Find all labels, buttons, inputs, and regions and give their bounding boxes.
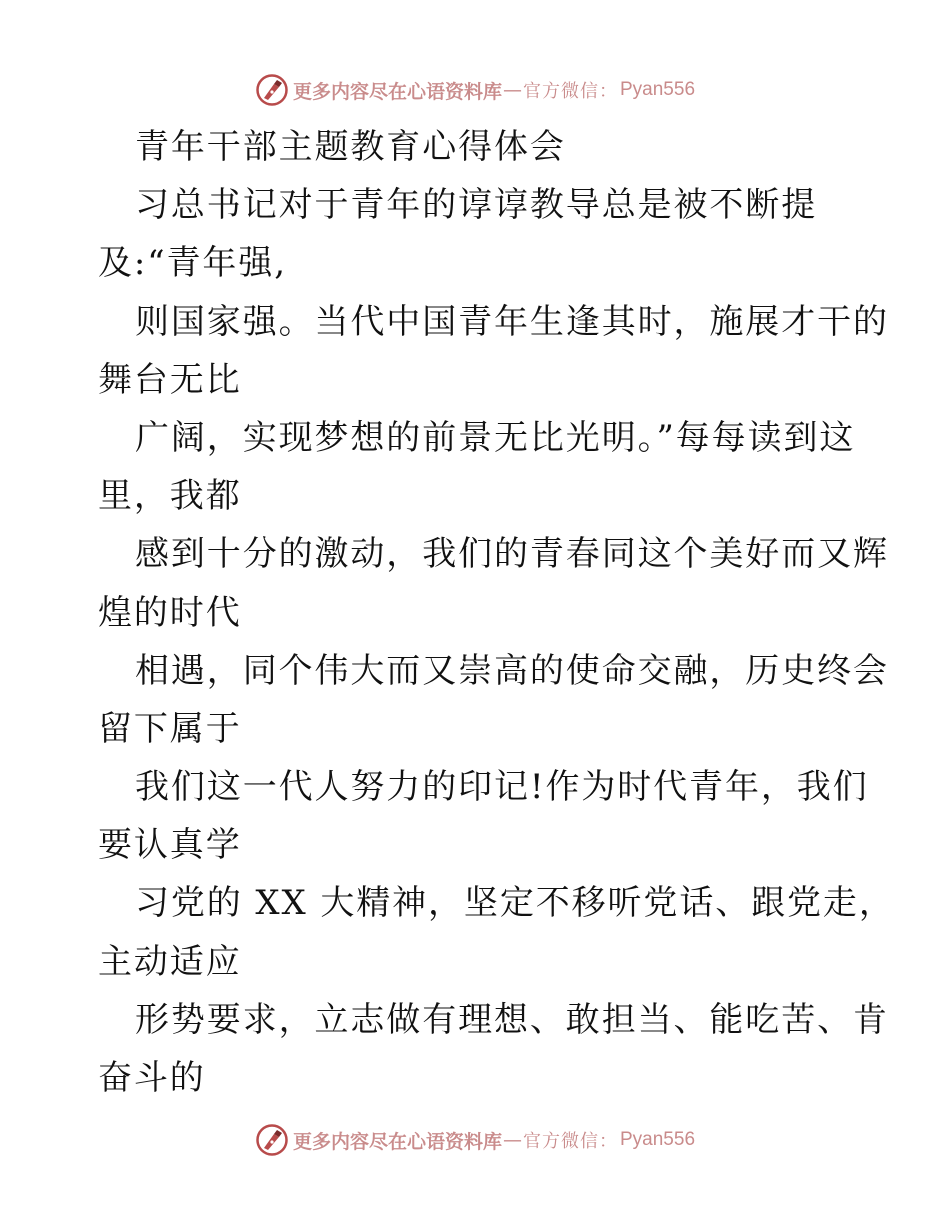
document-title: 青年干部主题教育心得体会	[135, 127, 566, 167]
paragraph-line: 留下属于	[98, 708, 242, 749]
paragraph-line: 形势要求，立志做有理想、敢担当、能吃苦、肯	[135, 999, 889, 1040]
paragraph-line: 感到十分的激动，我们的青春同这个美好而又辉	[135, 534, 889, 575]
paragraph-line: 我们这一代人努力的印记!作为时代青年，我们	[135, 767, 869, 808]
paragraph-line: 习总书记对于青年的谆谆教导总是被不断提	[135, 185, 818, 226]
pen-nib-circle-icon	[255, 1123, 289, 1157]
paragraph-line: 主动适应	[98, 941, 242, 982]
header-banner	[0, 70, 950, 110]
paragraph-line: 及:“青年强,	[98, 243, 287, 284]
banner-wechat-id: Pyan556	[620, 79, 696, 100]
banner-separator: —	[503, 79, 522, 101]
paragraph-line: 里，我都	[98, 476, 242, 517]
paragraph-line: 要认真学	[98, 825, 242, 866]
banner-wechat-label: 官方微信：	[523, 81, 618, 102]
paragraph-line: 奋斗的	[98, 1058, 206, 1098]
banner-wechat-id: Pyan556	[620, 1129, 696, 1150]
banner-separator: —	[503, 1129, 522, 1151]
footer-banner	[0, 1120, 950, 1160]
paragraph-line: 相遇，同个伟大而又崇高的使命交融，历史终会	[135, 650, 889, 691]
paragraph-line: 广阔，实现梦想的前景无比光明。”每每读到这	[135, 417, 856, 458]
paragraph-line: 煌的时代	[98, 592, 242, 633]
banner-slogan: 更多内容尽在心语资料库	[292, 80, 502, 103]
banner-slogan: 更多内容尽在心语资料库	[292, 1130, 502, 1153]
paragraph-line: 舞台无比	[98, 359, 242, 400]
banner-wechat-label: 官方微信：	[523, 1131, 618, 1152]
paragraph-line: 则国家强。当代中国青年生逢其时，施展才干的	[135, 301, 889, 342]
document-body	[98, 118, 895, 1107]
pen-nib-circle-icon	[255, 73, 289, 107]
paragraph-line: 习党的 XX 大精神，坚定不移听党话、跟党走，	[135, 883, 895, 924]
